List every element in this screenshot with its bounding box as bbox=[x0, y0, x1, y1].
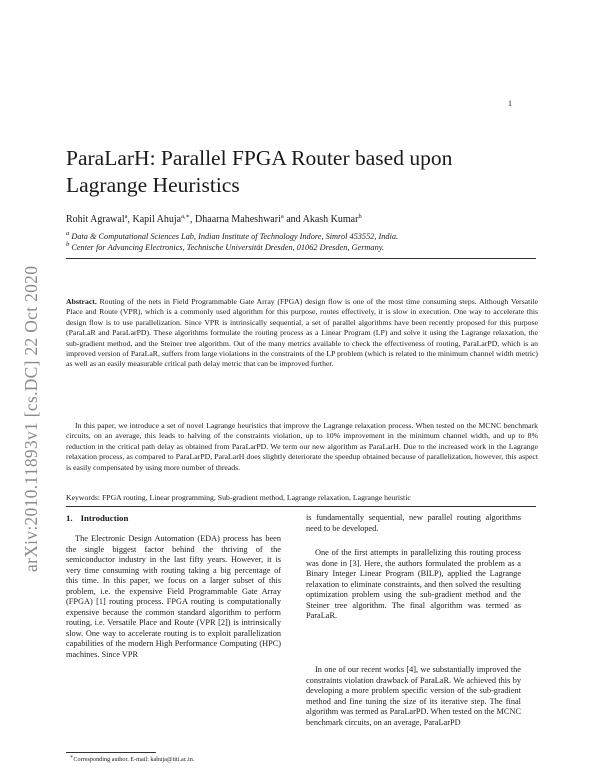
divider bbox=[66, 258, 536, 259]
author-name: Rohit Agrawal bbox=[66, 214, 125, 225]
affiliation bbox=[66, 243, 384, 252]
body-paragraph: is fundamentally sequential, new parallel routing algorithms need to be developed. bbox=[306, 513, 521, 533]
affiliation-text: Center for Advancing Electronics, Technische Universität Dresden, 01062 Dresden, Germany. bbox=[71, 243, 385, 252]
author-name: Kapil Ahuja bbox=[132, 214, 182, 225]
author-list bbox=[66, 214, 362, 225]
keywords: Keywords: FPGA routing, Linear programming, Sub-gradient method, Lagrange relaxation, Lagrange heuristic bbox=[66, 493, 411, 502]
arxiv-identifier-stamp: arXiv:2010.11893v1 [cs.DC] 22 Oct 2020 bbox=[21, 265, 41, 572]
abstract-paragraph: In this paper, we introduce a set of novel Lagrange heuristics that improve the Lagrange relaxation process. When tested on the MCNC benchmark circuits, on an average, this leads to halving of the constraints violation, up to 10% improvement in the minimum channel width, and up to 8% reduction in the critical path delay as obtained from ParaLarPD. We term our new algorithm as ParaLarH. Due to the increased work in the Lagrange relaxation process, as compared to ParaLarPD, ParaLarH does slightly deteriorate the speedup obtained because of parallelization, however, this aspect is easily compensated by using more number of threads. bbox=[66, 421, 538, 472]
page-number: 1 bbox=[508, 99, 512, 108]
body-paragraph: The Electronic Design Automation (EDA) process has been the single biggest factor behind the thriving of the semiconductor industry in the last fifty years. However, it is very time consuming with routing taking a big percentage of this time. In this paper, we focus on a larger subset of this problem, i.e. the expensive Field Programmable Gate Array (FPGA) [1] routing process. FPGA routing is computationally expensive because the common standard algorithm to perform routing, i.e. Versatile Place and Route (VPR [2]) is intrinsically slow. One way to accelerate routing is to exploit parallelization capabilities of the modern High Performance Computing (HPC) machines. Since VPR bbox=[66, 534, 281, 660]
divider bbox=[66, 506, 536, 507]
author-affiliation-mark: a,∗ bbox=[181, 213, 191, 220]
footnote-mark: ∗ bbox=[70, 755, 74, 760]
affiliation bbox=[66, 232, 398, 241]
author-affiliation-mark: a bbox=[124, 213, 128, 220]
abstract-label: Abstract. bbox=[66, 297, 97, 306]
author-separator: , bbox=[190, 214, 196, 225]
abstract-paragraph bbox=[66, 297, 538, 370]
section-title: Introduction bbox=[80, 513, 129, 523]
footnote bbox=[70, 756, 194, 763]
affiliation-label: a bbox=[66, 230, 70, 237]
author-affiliation-mark: b bbox=[358, 213, 362, 220]
section-number: 1. bbox=[66, 513, 73, 523]
author-name: Akash Kumar bbox=[302, 214, 359, 225]
author-affiliation-mark: a bbox=[280, 213, 284, 220]
footnote-rule bbox=[66, 752, 156, 753]
footnote-text: Corresponding author. E-mail: kahuja@iiti.ac.in. bbox=[73, 756, 195, 763]
section-heading bbox=[66, 513, 128, 523]
affiliation-label: b bbox=[66, 241, 70, 248]
body-paragraph: In one of our recent works [4], we substantially improved the constraints violation drawback of ParaLaR. We achieved this by developing a more problem specific version of the sub-gradient method and fine tuning the size of its iterative step. The final algorithm was termed as ParaLarPD. When tested on the MCNC benchmark circuits, on an average, ParaLarPD bbox=[306, 665, 521, 727]
paper-title: ParaLarH: Parallel FPGA Router based upon Lagrange Heuristics bbox=[66, 146, 453, 197]
author-separator: , bbox=[127, 214, 133, 225]
abstract-text: Routing of the nets in Field Programmable Gate Array (FPGA) design flow is one of the most time consuming steps. Although Versatile Place and Route (VPR), which is a commonly used algorithm for this purpose, routes effectively, it is slow in execution. One way to accelerate this design flow is to use parallelization. Since VPR is intrinsically sequential, a set of parallel algorithms have been recently proposed for this purpose (ParaLaR and ParaLarPD). These algorithms formulate the routing process as a Linear Program (LP) and solve it using the Lagrange relaxation, the sub-gradient method, and the Steiner tree algorithm. Out of the many metrics available to check the effectiveness of routing, ParaLarPD, which is an improved version of ParaLaR, suffers from large violations in the constraints of the LP problem (which is related to the minimum channel width metric) as well as an easily measurable critical path delay metric that can be improved further. bbox=[66, 297, 538, 369]
author-name: Dhaarna Maheshwari bbox=[195, 214, 281, 225]
affiliation-text: Data & Computational Sciences Lab, Indian Institute of Technology Indore, Simrol 453552, India. bbox=[71, 232, 399, 241]
author-conjunction: and bbox=[283, 214, 303, 225]
body-paragraph: One of the first attempts in parallelizing this routing process was done in [3]. Here, the authors formulated the problem as a Binary Integer Linear Program (BILP), applied the Lagrange relaxation to eliminate constraints, and then solved the resulting optimization problem using the sub-gradient method and the Steiner tree algorithm. The final algorithm was termed as ParaLaR. bbox=[306, 548, 521, 621]
